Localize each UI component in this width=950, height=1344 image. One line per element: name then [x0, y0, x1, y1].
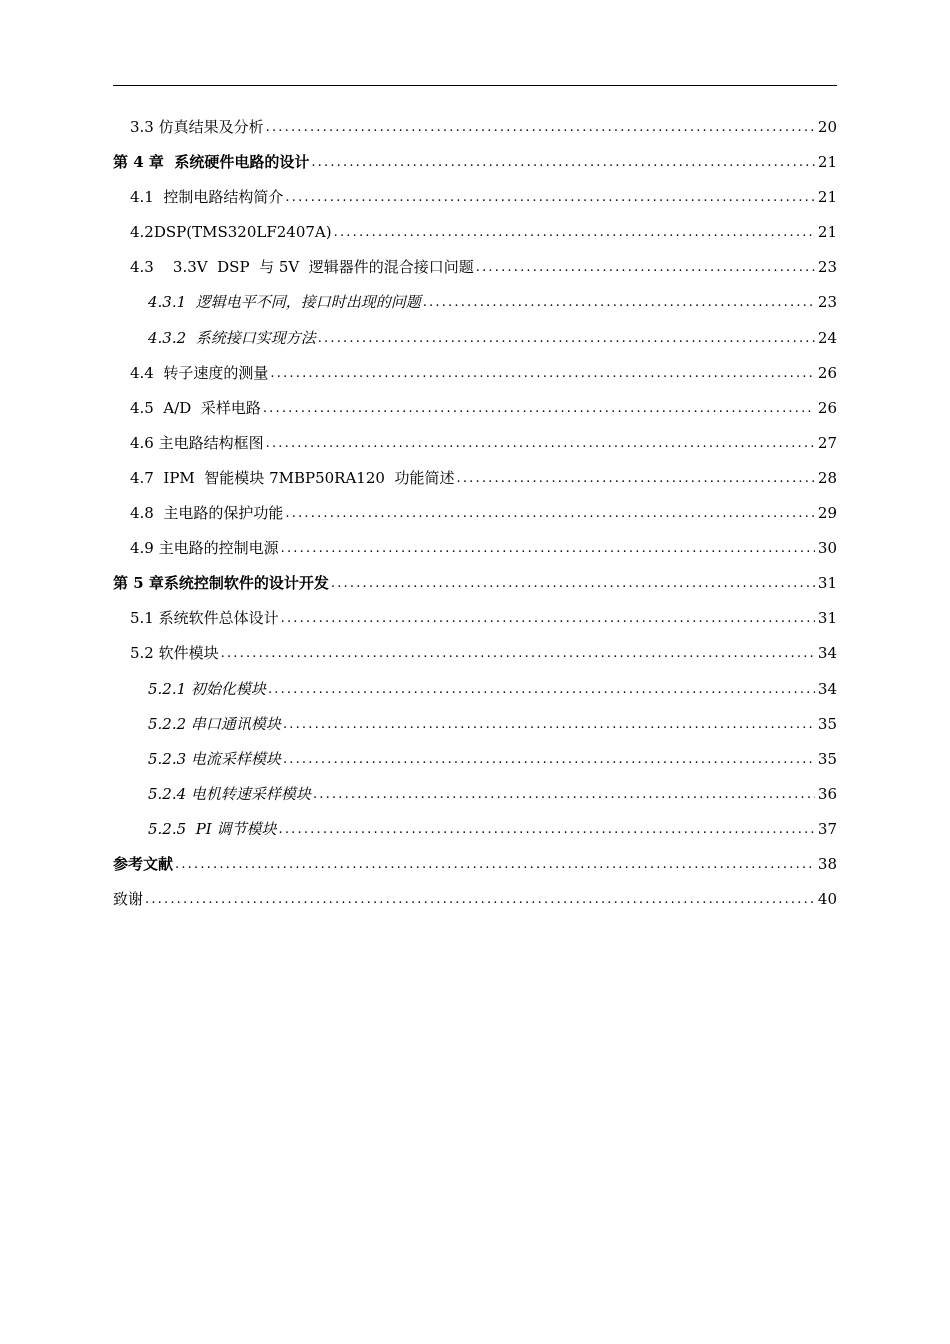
toc-page-number: 30 — [817, 539, 837, 558]
toc-entry[interactable] — [113, 742, 837, 777]
toc-entry[interactable] — [113, 566, 837, 601]
toc-dot-leader — [268, 672, 815, 707]
toc-entry[interactable] — [113, 391, 837, 426]
toc-dot-leader — [266, 110, 815, 145]
toc-page-number: 24 — [817, 328, 837, 347]
toc-entry[interactable] — [113, 250, 837, 285]
toc-dot-leader — [456, 461, 815, 496]
toc-dot-leader — [266, 426, 815, 461]
toc-page-number: 38 — [817, 854, 837, 873]
toc-dot-leader — [334, 215, 815, 250]
toc-dot-leader — [175, 847, 815, 882]
toc-page-number: 35 — [817, 714, 837, 733]
toc-entry-title: 致谢 — [113, 890, 144, 909]
toc-page-number: 27 — [817, 433, 837, 452]
toc-page-number: 21 — [817, 188, 837, 207]
toc-entry-title: 5.2.1 初始化模块 — [148, 679, 266, 698]
toc-page-number: 21 — [817, 223, 837, 242]
toc-entry-title: 5.2.3 电流采样模块 — [148, 749, 281, 768]
toc-dot-leader — [331, 566, 815, 601]
toc-entry-title: 4.4 转子速度的测量 — [130, 363, 269, 382]
toc-entry[interactable] — [113, 285, 837, 320]
toc-page-number: 40 — [817, 890, 837, 909]
toc-entry[interactable] — [113, 777, 837, 812]
toc-dot-leader — [285, 496, 815, 531]
toc-dot-leader — [145, 882, 815, 917]
toc-entry-title: 5.2.5 PI 调节模块 — [148, 819, 277, 838]
toc-dot-leader — [285, 180, 815, 215]
toc-page-number: 34 — [817, 644, 837, 663]
toc-entry[interactable] — [113, 145, 837, 180]
toc-dot-leader — [311, 145, 815, 180]
toc-dot-leader — [281, 601, 815, 636]
toc-entry-title: 4.8 主电路的保护功能 — [130, 504, 284, 523]
toc-entry[interactable] — [113, 707, 837, 742]
toc-entry[interactable] — [113, 426, 837, 461]
toc-dot-leader — [263, 391, 815, 426]
toc-entry-title: 5.2.4 电机转速采样模块 — [148, 784, 311, 803]
toc-entry[interactable] — [113, 356, 837, 391]
toc-page-number: 26 — [817, 363, 837, 382]
toc-dot-leader — [423, 285, 815, 320]
toc-page-number: 31 — [817, 574, 837, 593]
toc-dot-leader — [221, 636, 815, 671]
toc-dot-leader — [270, 356, 815, 391]
toc-page-number: 34 — [817, 679, 837, 698]
toc-entry[interactable] — [113, 110, 837, 145]
toc-dot-leader — [281, 531, 815, 566]
toc-dot-leader — [476, 250, 815, 285]
toc-entry-title: 5.1 系统软件总体设计 — [130, 609, 279, 628]
toc-entry[interactable] — [113, 321, 837, 356]
toc-page-number: 29 — [817, 504, 837, 523]
toc-page-number: 36 — [817, 784, 837, 803]
toc-entry-title: 参考文献 — [113, 854, 174, 873]
toc-entry-title: 4.3 3.3V DSP 与 5V 逻辑器件的混合接口问题 — [130, 258, 474, 277]
toc-entry-title: 5.2.2 串口通讯模块 — [148, 714, 281, 733]
toc-entry[interactable] — [113, 531, 837, 566]
toc-page-number: 37 — [817, 819, 837, 838]
toc-entry-title: 第 5 章系统控制软件的设计开发 — [113, 574, 329, 593]
toc-entry-title: 4.3.1 逻辑电平不同，接口时出现的问题 — [148, 293, 421, 312]
toc-entry-title: 5.2 软件模块 — [130, 644, 219, 663]
table-of-contents — [113, 110, 837, 917]
toc-entry[interactable] — [113, 636, 837, 671]
toc-entry[interactable] — [113, 672, 837, 707]
toc-entry[interactable] — [113, 180, 837, 215]
toc-entry-title: 4.6 主电路结构框图 — [130, 433, 264, 452]
toc-dot-leader — [313, 777, 815, 812]
toc-dot-leader — [283, 742, 815, 777]
header-rule — [113, 85, 837, 86]
toc-page-number: 28 — [817, 468, 837, 487]
toc-entry[interactable] — [113, 847, 837, 882]
toc-entry-title: 4.3.2 系统接口实现方法 — [148, 328, 316, 347]
toc-entry[interactable] — [113, 215, 837, 250]
toc-entry-title: 4.9 主电路的控制电源 — [130, 539, 279, 558]
toc-dot-leader — [279, 812, 816, 847]
toc-entry[interactable] — [113, 882, 837, 917]
toc-entry[interactable] — [113, 496, 837, 531]
toc-dot-leader — [283, 707, 815, 742]
toc-entry-title: 第 4 章 系统硬件电路的设计 — [113, 153, 310, 172]
toc-page-number: 21 — [817, 153, 837, 172]
toc-entry-title: 4.2DSP(TMS320LF2407A) — [130, 223, 332, 242]
toc-page-number: 20 — [817, 118, 837, 136]
toc-entry[interactable] — [113, 601, 837, 636]
toc-page-number: 26 — [817, 398, 837, 417]
toc-page-number: 31 — [817, 609, 837, 628]
toc-entry-title: 4.7 IPM 智能模块 7MBP50RA120 功能简述 — [130, 468, 455, 487]
toc-entry-title: 4.5 A/D 采样电路 — [130, 398, 261, 417]
toc-page-number: 35 — [817, 749, 837, 768]
toc-entry-title: 3.3 仿真结果及分析 — [130, 118, 264, 136]
toc-entry[interactable] — [113, 461, 837, 496]
toc-dot-leader — [318, 321, 815, 356]
toc-page-number: 23 — [817, 258, 837, 277]
toc-entry-title: 4.1 控制电路结构简介 — [130, 188, 284, 207]
toc-entry[interactable] — [113, 812, 837, 847]
toc-page-number: 23 — [817, 293, 837, 312]
